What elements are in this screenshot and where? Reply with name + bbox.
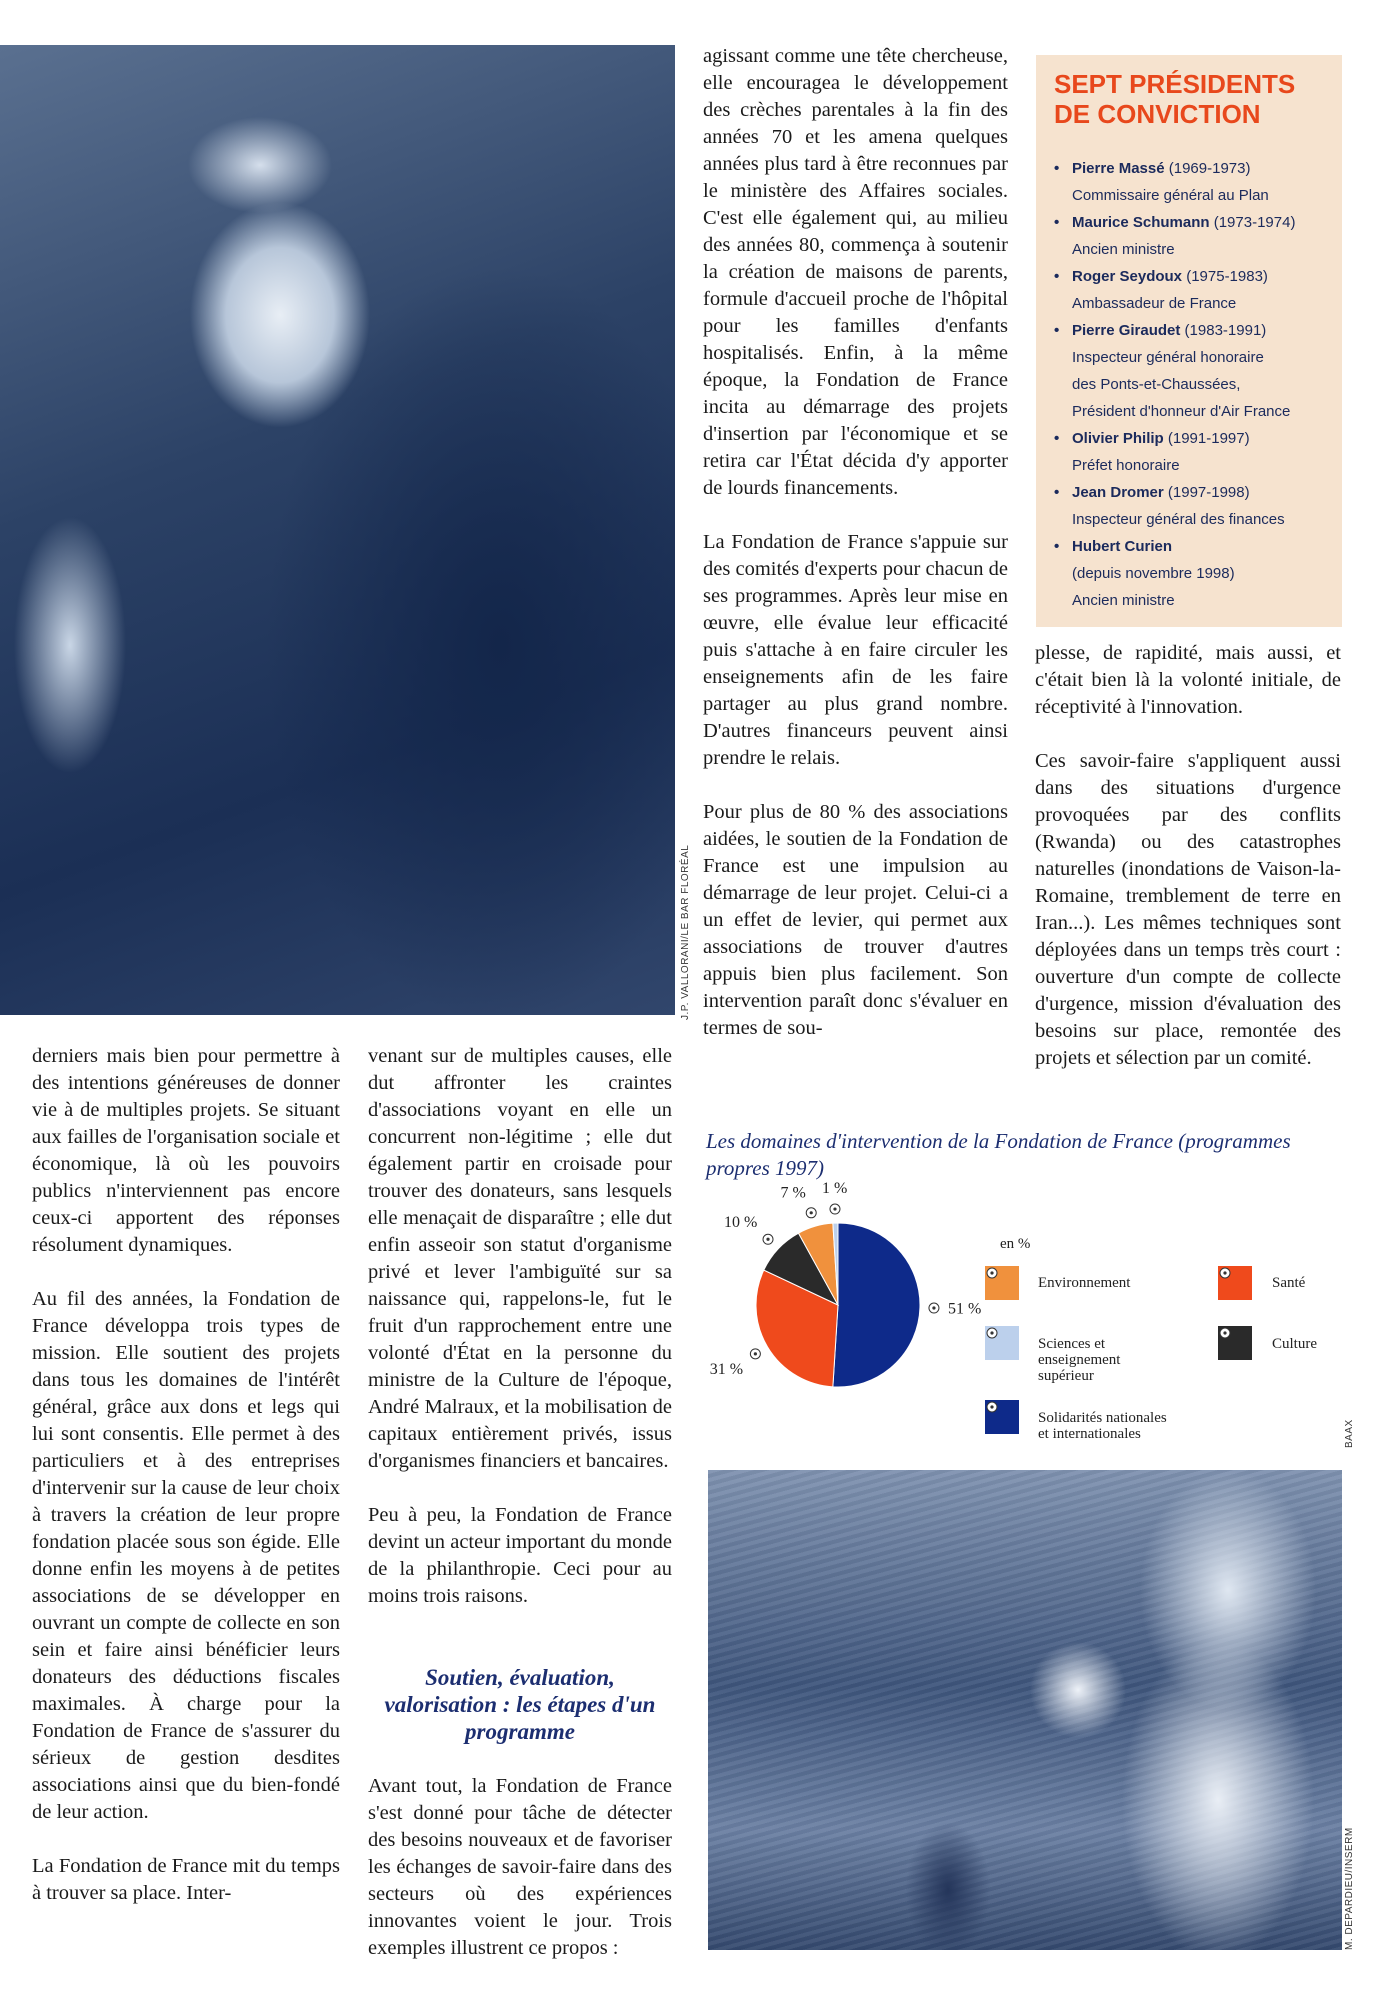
legend-label-culture: Culture — [1272, 1336, 1317, 1352]
president-description: des Ponts-et-Chaussées, — [1072, 376, 1241, 393]
pie-slice — [833, 1223, 920, 1387]
legend-unit: en % — [1000, 1236, 1031, 1252]
president-item — [1054, 425, 1344, 479]
president-description: Ambassadeur de France — [1072, 295, 1237, 312]
photo-laboratory — [708, 1470, 1342, 1950]
legend-label-sciences: Sciences et enseignement supérieur — [1038, 1336, 1121, 1384]
president-name: Roger Seydoux — [1072, 268, 1183, 285]
president-description: (depuis novembre 1998) — [1072, 565, 1235, 582]
column-2-top — [368, 1043, 672, 1637]
legend-label-solidarites: Solidarités nationales et internationales — [1038, 1410, 1167, 1442]
col2-paragraph-2: Peu à peu, la Fondation de France devint un acteur important du monde de la philanthropie. Ceci pour au moins trois raisons. — [368, 1504, 672, 1607]
column-4 — [1035, 640, 1341, 1099]
bullet-icon: • — [1054, 160, 1060, 177]
col1-paragraph-1: derniers mais bien pour permettre à des intentions généreuses de donner vie à de multiples projets. Se situant aux failles de l'organisation sociale et économique, là où les pouvoirs publics n'interviennent pas encore ceux-ci apportent des réponses résolument dynamiques. — [32, 1045, 340, 1256]
chart-title: Les domaines d'intervention de la Fondation de France (programmes propres 1997) — [706, 1129, 1291, 1180]
president-name: Pierre Massé — [1072, 160, 1165, 177]
photo-credit-top: J.P. VALLORANI/LE BAR FLORÉAL — [680, 844, 691, 1020]
bullet-icon: • — [1054, 484, 1060, 501]
col2-paragraph-3: Avant tout, la Fondation de France s'est donné pour tâche de détecter des besoins nouveaux et de favoriser les échanges de savoir-faire dans des secteurs où des expériences innovantes voient le jour. Trois exemples illustrent ce propos : — [368, 1775, 672, 1959]
bullet-icon: • — [1054, 538, 1060, 555]
col3-paragraph-2: La Fondation de France s'appuie sur des comités d'experts pour chacun de ses programmes. Après leur mise en œuvre, elle évalue leur efficacité puis s'attache à en faire circuler les enseignements afin de les faire partager au plus grand nombre. D'autres financeurs peuvent ainsi prendre le relais. — [703, 531, 1008, 769]
president-description: Préfet honoraire — [1072, 457, 1180, 474]
target-icon — [830, 1204, 840, 1214]
president-years: (1975-1983) — [1182, 268, 1268, 285]
column-3 — [703, 43, 1008, 1069]
col3-paragraph-3: Pour plus de 80 % des associations aidées, le soutien de la Fondation de France est une impulsion au démarrage de leur projet. Celui-ci a un effet de levier, qui permet aux associations de trouver d'autres appuis bien plus facilement. Son intervention paraît donc s'évaluer en termes de sou- — [703, 801, 1008, 1039]
president-item — [1054, 155, 1344, 209]
legend-label-environnement: Environnement — [1038, 1275, 1131, 1291]
photo-children — [0, 45, 675, 1015]
pie-label: 10 % — [723, 1214, 758, 1232]
col2-paragraph-1: venant sur de multiples causes, elle dut affronter les craintes d'associations voyant en elle un concurrent non-légitime ; elle dut également partir en croisade pour trouver des donateurs, sans lesquels elle menaçait de disparaître ; elle dut enfin asseoir son statut d'organisme privé et lever l'ambiguïté sur sa naissance qui, rappelons-le, fut le fruit d'un rapprochement entre une volonté d'État en la personne du ministre de la Culture de l'époque, André Malraux, et la mobilisation de capitaux entièrement privés, issus d'organismes financiers et bancaires. — [368, 1045, 672, 1472]
pie-label: 31 % — [709, 1360, 744, 1378]
pie-label: 51 % — [947, 1300, 982, 1318]
target-icon — [806, 1208, 816, 1218]
legend-swatch-sciences — [985, 1326, 1019, 1360]
president-item — [1054, 533, 1344, 614]
column-1 — [32, 1043, 340, 1934]
column-2-bottom — [368, 1773, 672, 1989]
photo-credit-bottom: M. DEPARDIEU/INSERM — [1344, 1827, 1355, 1950]
president-name: Olivier Philip — [1072, 430, 1164, 447]
sidebar-title: SEPT PRÉSIDENTS DE CONVICTION — [1054, 69, 1296, 129]
presidents-sidebar — [1036, 55, 1342, 627]
legend-swatch-culture — [1218, 1326, 1252, 1360]
target-icon — [750, 1349, 760, 1359]
president-description: Ancien ministre — [1072, 592, 1175, 609]
president-item — [1054, 263, 1344, 317]
col3-paragraph-1: agissant comme une tête chercheuse, elle encouragea le développement des crèches parentales à la fin des années 70 et les amena quelques années plus tard à être reconnues par le ministère des Affaires sociales. C'est elle également qui, au milieu des années 80, commença à soutenir la création de maisons de parents, formule d'accueil proche de l'hôpital pour les familles d'enfants hospitalisés. Enfin, à la même époque, la Fondation de France incita au démarrage des projets d'insertion par l'économique et se retira car l'État décida d'y apporter de lourds financements. — [703, 45, 1008, 499]
pie-label: 7 % — [780, 1184, 806, 1202]
bullet-icon: • — [1054, 430, 1060, 447]
legend-label-sante: Santé — [1272, 1275, 1306, 1291]
col4-paragraph-2: Ces savoir-faire s'appliquent aussi dans des situations d'urgence provoquées par des conflits (Rwanda) ou des catastrophes naturelles (inondations de Vaison-la-Romaine, tremblement de terre en Iran...). Les mêmes techniques sont déployées dans un temps très court : ouverture d'un compte de collecte d'urgence, mission d'évaluation des besoins sur place, remontée des projets et sélection par un comité. — [1035, 750, 1341, 1069]
president-item — [1054, 317, 1344, 425]
president-years: (1991-1997) — [1163, 430, 1250, 447]
president-years: (1973-1974) — [1209, 214, 1296, 231]
president-description: Commissaire général au Plan — [1072, 187, 1269, 204]
legend-swatch-sante — [1218, 1266, 1252, 1300]
bullet-icon: • — [1054, 322, 1060, 339]
president-name: Maurice Schumann — [1072, 214, 1210, 231]
president-description: Inspecteur général des finances — [1072, 511, 1285, 528]
bullet-icon: • — [1054, 268, 1060, 285]
col1-paragraph-3: La Fondation de France mit du temps à trouver sa place. Inter- — [32, 1855, 340, 1904]
legend-swatch-solidarites — [985, 1400, 1019, 1434]
president-years: (1997-1998) — [1163, 484, 1250, 501]
president-name: Pierre Giraudet — [1072, 322, 1181, 339]
col1-paragraph-2: Au fil des années, la Fondation de France développa trois types de mission. Elle soutient des projets dans tous les domaines de l'intérêt général, grâce aux dons et legs qui lui sont consentis. Elle permet à des particuliers et à des entreprises d'intervenir sur la cause de leur choix à travers la création de leur propre fondation placée sous son égide. Elle donne enfin les moyens à de petites associations de se développer en ouvrant un compte de collecte en son sein et faire ainsi bénéficier leurs donateurs des déductions fiscales maximales. À charge pour la Fondation de France de s'assurer du sérieux de gestion desdites associations ainsi que du bien-fondé de leur action. — [32, 1288, 340, 1823]
presidents-list — [1054, 155, 1344, 614]
target-icon — [763, 1234, 773, 1244]
president-name: Hubert Curien — [1072, 538, 1173, 555]
section-subheading: Soutien, évaluation, valorisation : les étapes d'un programme — [384, 1665, 656, 1744]
president-years: (1969-1973) — [1164, 160, 1251, 177]
target-icon — [929, 1303, 939, 1313]
col4-paragraph-1: plesse, de rapidité, mais aussi, et c'était bien là la volonté initiale, de réceptivité à l'innovation. — [1035, 642, 1341, 718]
president-years: (1983-1991) — [1180, 322, 1267, 339]
bullet-icon: • — [1054, 214, 1060, 231]
president-item — [1054, 209, 1344, 263]
chart-credit: BAAX — [1344, 1419, 1355, 1448]
president-description: Président d'honneur d'Air France — [1072, 403, 1291, 420]
legend-swatch-environnement — [985, 1266, 1019, 1300]
president-description: Ancien ministre — [1072, 241, 1175, 258]
president-description: Inspecteur général honoraire — [1072, 349, 1264, 366]
president-item — [1054, 479, 1344, 533]
pie-label: 1 % — [821, 1180, 848, 1198]
president-name: Jean Dromer — [1072, 484, 1164, 501]
